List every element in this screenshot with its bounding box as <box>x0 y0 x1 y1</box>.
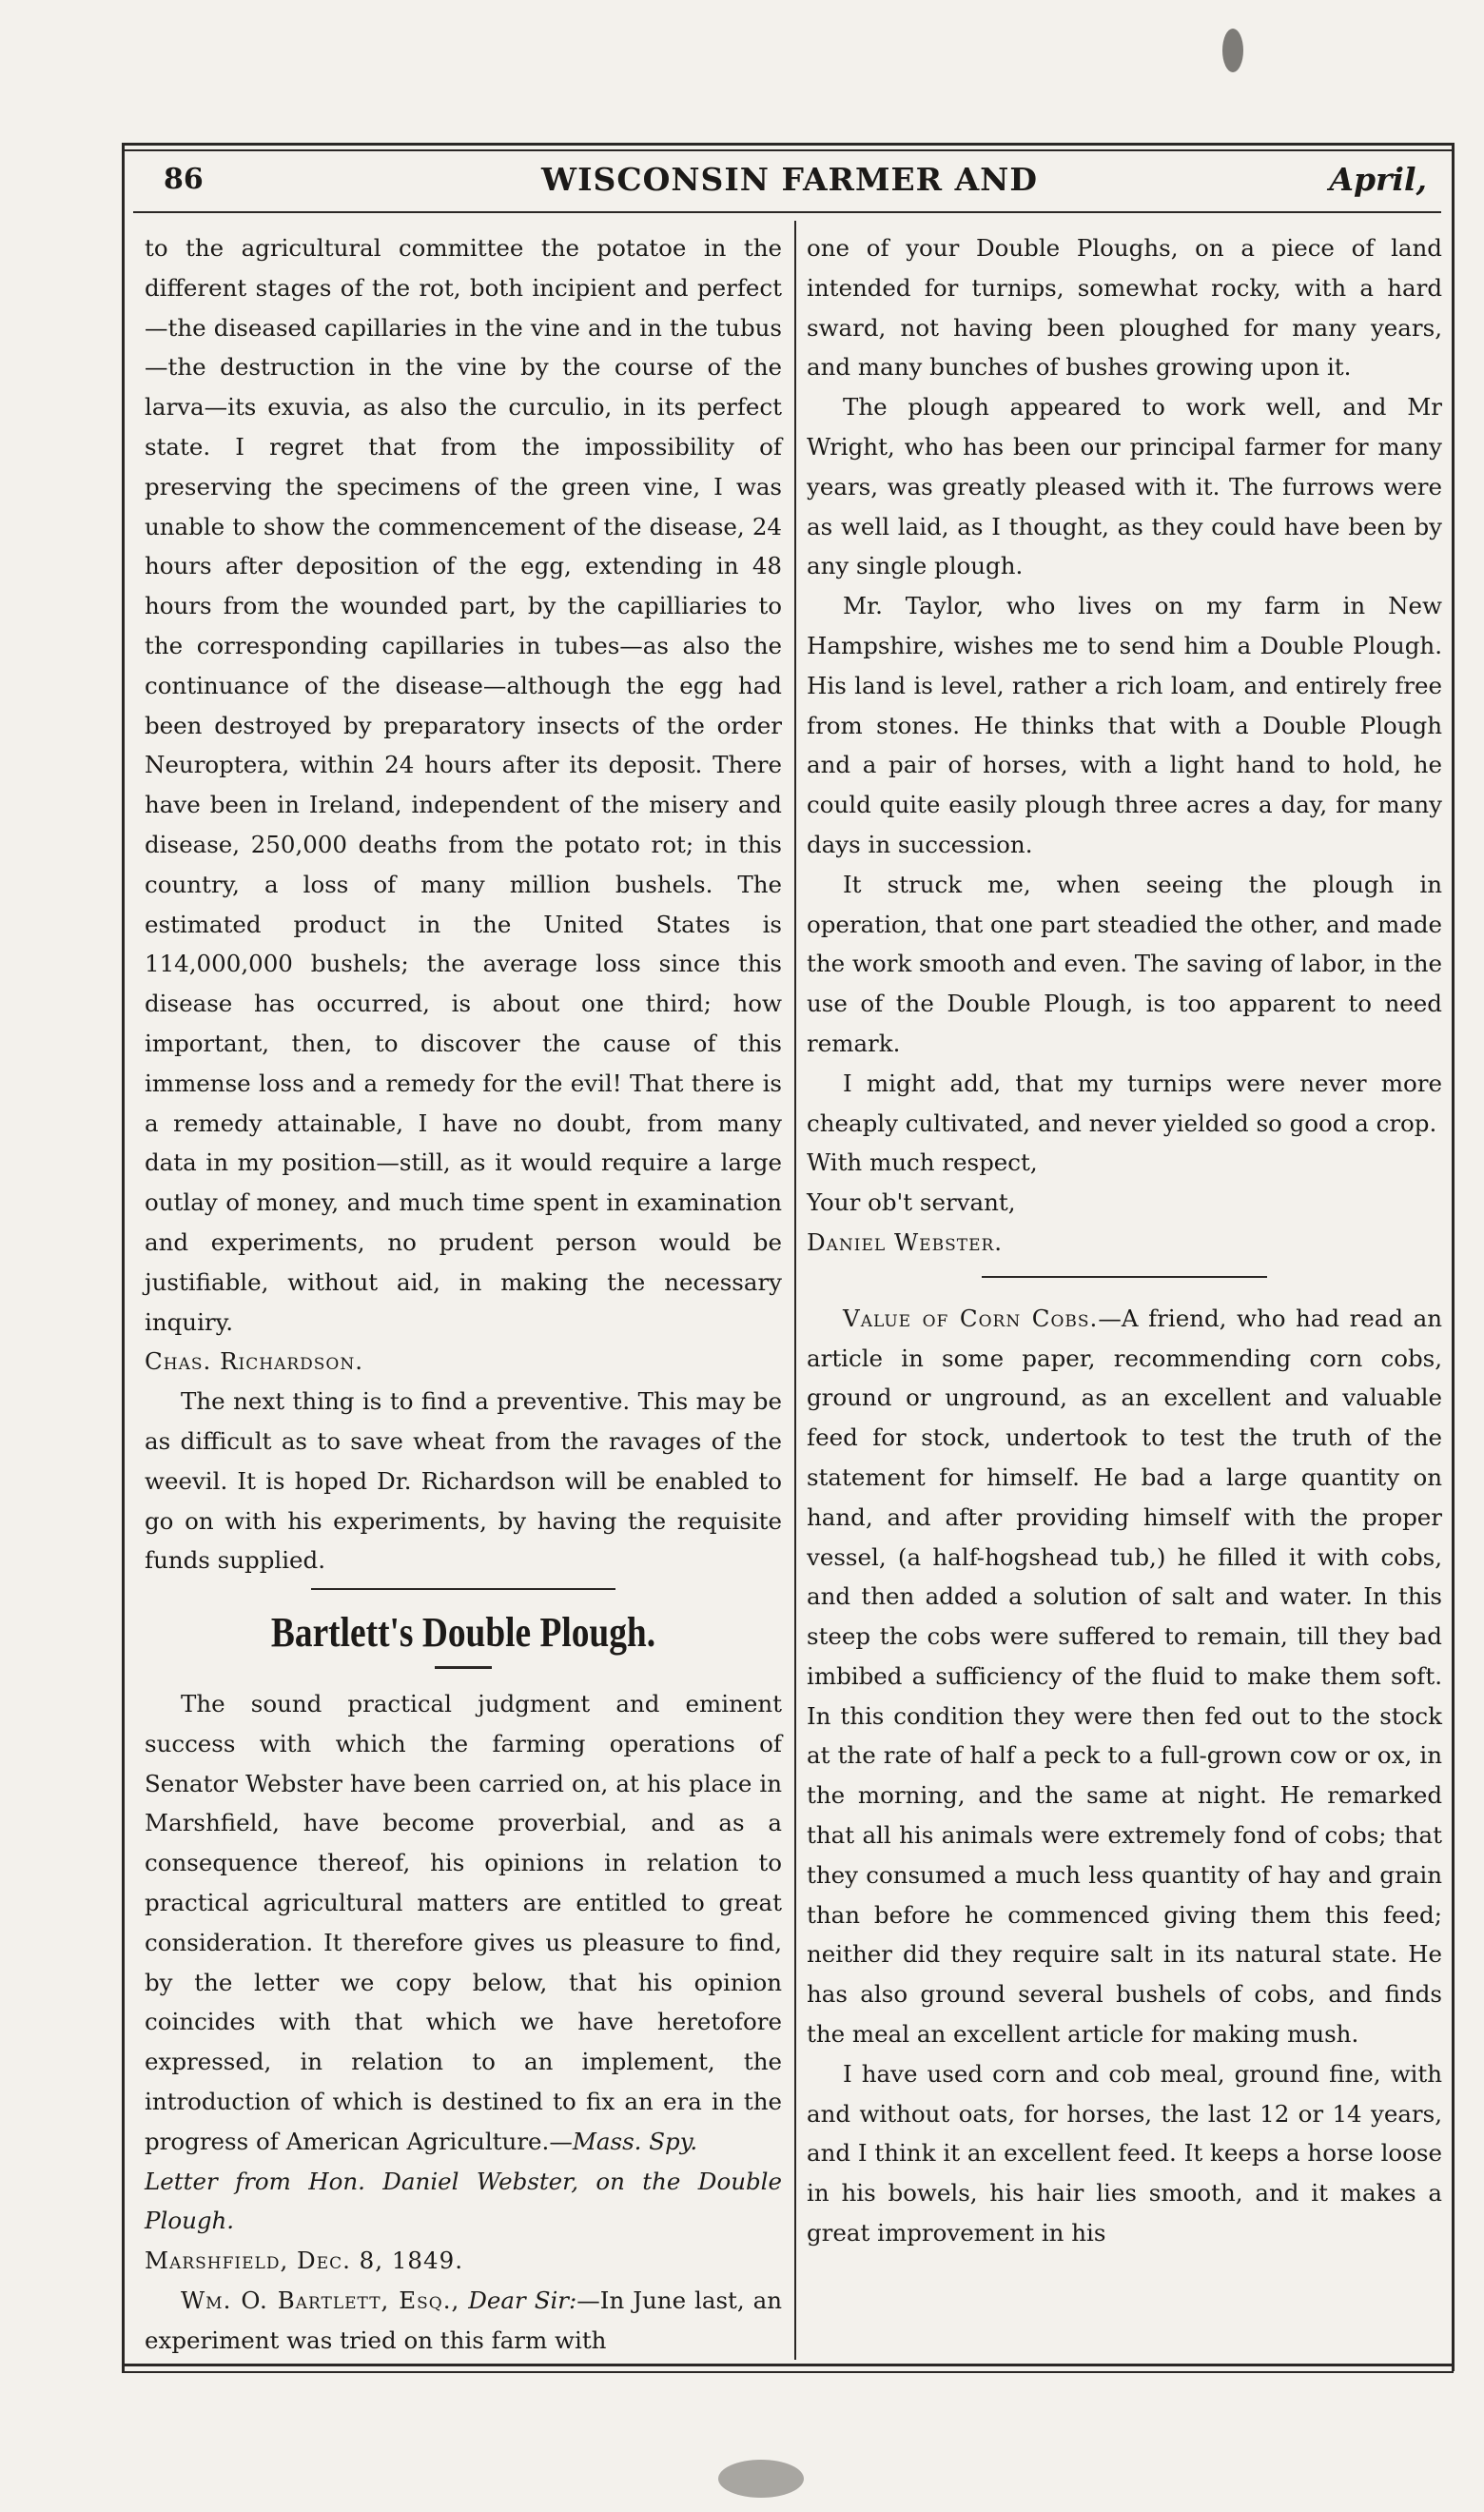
corn-cobs-title: Value of Corn Cobs. <box>843 1304 1099 1332</box>
right-column <box>807 228 1442 2253</box>
column-divider <box>794 221 796 2360</box>
scan-smudge-bottom <box>718 2460 804 2498</box>
header-rule <box>133 211 1441 213</box>
webster-intro-paragraph: The sound practical judgment and eminent success with which the farming operations of Senator Webster have been carried on, at his place in Marshfield, have become proverbial, and as a consequence thereof, his opinions in relation to practical agricultural matters are entitled to great consideration. It therefore gives us pleasure to find, by the letter we copy below, that his opinion coincides with that which we have heretofore expressed, in relation to an implement, the introduction of which is destined to fix an era in the progress of American Agriculture.—Mass. Spy. <box>145 1690 782 2155</box>
article-title: Bartlett's Double Plough. <box>270 1609 656 1657</box>
title-rule <box>435 1666 492 1669</box>
header-month: April, <box>1329 161 1427 198</box>
letter-closing-2: Your ob't servant, <box>807 1188 1016 1217</box>
letter-heading: Letter from Hon. Daniel Webster, on the Double Plough. <box>145 2167 782 2235</box>
corn-cobs-paragraph: Value of Corn Cobs.—A friend, who had read an article in some paper, recommending corn cobs, ground or unground, as an excellent and valuable feed for stock, undertook to test the truth of the statement for himself. He bad a large quantity on hand, and after providing himself with the proper vessel, (a half-hogshead tub,) he filled it with cobs, and then added a solution of salt and water. In this steep the cobs were suffered to remain, till they bad imbibed a sufficiency of the fluid to make them soft. In this condition they were then fed out to the stock at the rate of half a peck to a full-grown cow or ox, in the morning, and the same at night. He remarked that all his animals were extremely fond of cobs; that they consumed a much less quantity of hay and grain than before he commenced giving them this feed; neither did they require salt in its natural state. He has also ground several bushels of cobs, and finds the meal an excellent article for making mush. <box>807 1304 1443 2049</box>
left-column <box>145 228 782 2361</box>
letter-paragraph-3: Mr. Taylor, who lives on my farm in New Hampshire, wishes me to send him a Double Plough. His land is level, rather a rich loam, and entirely free from stones. He thinks that with a Double Plough and a pair of horses, with a light hand to hold, he could quite easily plough three acres a day, for many days in succession. <box>807 592 1442 858</box>
top-rule <box>122 143 1454 146</box>
letter-paragraph-2: The plough appeared to work well, and Mr Wright, who has been our principal farmer for many years, was greatly pleased with it. The furrows were as well laid, as I thought, as they could have been by any single plough. <box>807 393 1442 580</box>
top-rule-inner <box>122 149 1454 151</box>
bottom-rule-inner <box>122 2371 1454 2373</box>
preventive-paragraph: The next thing is to find a preventive. This may be as difficult as to save wheat from the ravages of the weevil. It is hoped Dr. Richardson will be enabled to go on with his experiments, by having the requisite funds supplied. <box>145 1387 782 1575</box>
section-divider <box>311 1588 615 1594</box>
letter-paragraph-5: I might add, that my turnips were never more cheaply cultivated, and never yielded so good a crop. <box>807 1069 1442 1137</box>
salutation: Wm. O. Bartlett, Esq., Dear Sir:—In June last, an experiment was tried on this farm with <box>145 2286 783 2354</box>
richardson-signature: Chas. Richardson. <box>145 1347 364 1376</box>
letter-closing: With much respect, <box>807 1148 1038 1177</box>
running-head: WISCONSIN FARMER AND <box>541 161 1038 198</box>
source-citation: Mass. Spy. <box>572 2127 698 2155</box>
page-header <box>143 157 1436 205</box>
section-divider-right <box>982 1276 1267 1278</box>
letter-paragraph-1: one of your Double Ploughs, on a piece of land intended for turnips, somewhat rocky, with a hard sward, not having been ploughed for many years, and many bunches of bushes growing upon it. <box>807 234 1442 382</box>
dateline: Marshfield, Dec. 8, 1849. <box>145 2247 463 2275</box>
potato-rot-paragraph: to the agricultural committee the potatoe in the different stages of the rot, both incipient and perfect—the diseased capillaries in the vine and in the tubus—the destruction in the vine by the course of the larva—its exuvia, as also the curculio, in its perfect state. I regret that from the impossibility of preserving the specimens of the green vine, I was unable to show the commencement of the disease, 24 hours after deposition of the egg, extending in 48 hours from the wounded part, by the capilliaries to the corresponding capillaries in tubes—as also the continuance of the disease—although the egg had been destroyed by preparatory insects of the order Neuroptera, within 24 hours after its deposit. There have been in Ireland, independent of the misery and disease, 250,000 deaths from the potato rot; in this country, a loss of many million bushels. The estimated product in the United States is 114,000,000 bushels; the average loss since this disease has occurred, is about one third; how important, then, to discover the cause of this immense loss and a remedy for the evil! That there is a remedy attainable, I have no doubt, from many data in my position—still, as it would require a large outlay of money, and much time spent in examination and experiments, no prudent person would be justifiable, without aid, in making the necessary inquiry. <box>145 234 782 1336</box>
corn-meal-paragraph: I have used corn and cob meal, ground fine, with and without oats, for horses, the last 12 or 14 years, and I think it an excellent feed. It keeps a horse loose in his bowels, his hair lies smooth, and it makes a great improvement in his <box>807 2059 1442 2247</box>
scan-smudge-top <box>1222 29 1243 72</box>
bottom-rule <box>122 2364 1454 2366</box>
page-number: 86 <box>164 163 204 196</box>
letter-paragraph-4: It struck me, when seeing the plough in operation, that one part steadied the other, and made the work smooth and even. The saving of labor, in the use of the Double Plough, is too apparent to need remark. <box>807 870 1442 1057</box>
webster-signature: Daniel Webster. <box>807 1227 1004 1256</box>
